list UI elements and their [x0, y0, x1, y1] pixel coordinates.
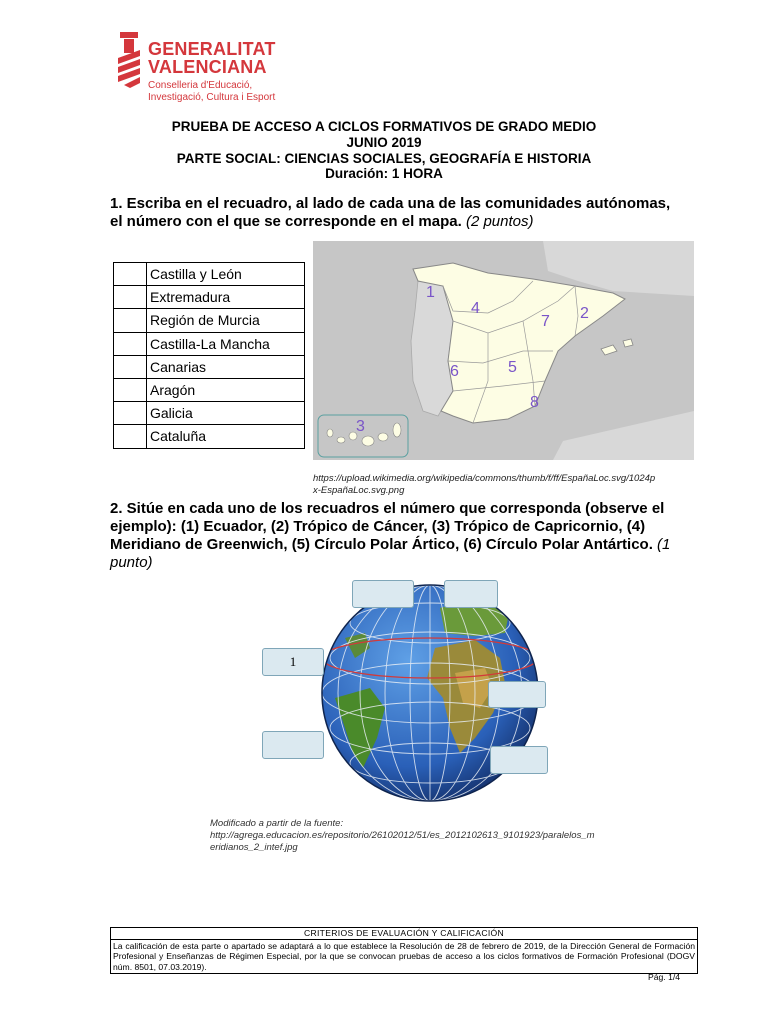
community-row: [114, 378, 305, 401]
map-number-label: 7: [541, 313, 550, 330]
answer-box[interactable]: [114, 355, 147, 378]
map-number-label: 2: [580, 305, 589, 322]
community-name: Castilla y León: [147, 263, 305, 286]
logo-emblem-icon: [118, 30, 140, 88]
map-number-label: 1: [426, 284, 435, 301]
answer-box-right-middle[interactable]: [488, 681, 546, 708]
map-number-label: 6: [450, 363, 459, 380]
answer-box[interactable]: [114, 402, 147, 425]
answer-box-top-right[interactable]: [444, 580, 498, 608]
criteria-body: La calificación de esta parte o apartado se adaptará a lo que establece la Resolución de 28 de febrero de 2019, de la Dirección General de Formación Profesional y Enseñanzas de Régimen Especial, por la que se convocan pruebas de acceso a los ciclos formativos de Formación Profesional (DOGV núm. 8501, 07.03.2019).: [113, 940, 695, 972]
community-name: Canarias: [147, 355, 305, 378]
logo-org-name: GENERALITAT VALENCIANA: [148, 39, 276, 77]
map-number-label: 8: [530, 394, 539, 411]
community-row: [114, 263, 305, 286]
communities-table: [113, 262, 305, 449]
community-name: Cataluña: [147, 425, 305, 448]
question-1-text: 1. Escriba en el recuadro, al lado de cada una de las comunidades autónomas, el número con el que se corresponde en el mapa. (2 puntos): [110, 195, 671, 230]
answer-box[interactable]: [114, 332, 147, 355]
generalitat-logo: [118, 30, 298, 130]
community-row: [114, 332, 305, 355]
map-number-label: 4: [471, 300, 480, 317]
answer-box[interactable]: [114, 378, 147, 401]
logo-dept-name: Conselleria d'Educació, Investigació, Cultura i Esport: [148, 80, 276, 103]
community-row: [114, 355, 305, 378]
answer-box[interactable]: [114, 425, 147, 448]
community-name: Aragón: [147, 378, 305, 401]
map-source-caption: https://upload.wikimedia.org/wikipedia/commons/thumb/f/ff/EspañaLoc.svg/1024p x-EspañaLoc.svg.png: [313, 473, 656, 496]
exam-date: JUNIO 2019: [346, 135, 422, 150]
evaluation-criteria-box: [110, 927, 698, 974]
criteria-title: CRITERIOS DE EVALUACIÓN Y CALIFICACIÓN: [111, 928, 697, 940]
spain-map: [313, 241, 694, 460]
page-number: Pág. 1/4: [648, 972, 681, 982]
map-number-label: 5: [508, 359, 517, 376]
community-row: [114, 402, 305, 425]
community-name: Extremadura: [147, 286, 305, 309]
answer-box-top-left[interactable]: [352, 580, 414, 608]
community-row: [114, 286, 305, 309]
answer-box[interactable]: [114, 286, 147, 309]
question-2-text: 2. Sitúe en cada uno de los recuadros el número que corresponda (observe el ejemplo): (1) Ecuador, (2) Trópico de Cáncer, (3) Trópico de Capricornio, (4) Meridiano de Greenwich, (5) Círculo Polar Ártico, (6) Círculo Polar Antártico. (1 punto): [110, 500, 671, 571]
answer-box[interactable]: [114, 263, 147, 286]
community-name: Castilla-La Mancha: [147, 332, 305, 355]
exam-duration: Duración: 1 HORA: [325, 166, 443, 181]
exam-part: PARTE SOCIAL: CIENCIAS SOCIALES, GEOGRAFÍA E HISTORIA: [176, 151, 592, 166]
exam-title: PRUEBA DE ACCESO A CICLOS FORMATIVOS DE GRADO MEDIO: [171, 119, 597, 134]
answer-box-right-bottom[interactable]: [490, 746, 548, 774]
map-number-label: 3: [356, 418, 365, 435]
globe-source-caption: Modificado a partir de la fuente: http://agrega.educacion.es/repositorio/26102012/51/es_2012102613_9101923/paralelos_m eridianos_2_intef.jpg: [210, 818, 595, 853]
community-name: Galicia: [147, 402, 305, 425]
community-row: [114, 425, 305, 448]
answer-box-example[interactable]: 1: [262, 648, 324, 676]
community-row: [114, 309, 305, 332]
answer-box-left-bottom[interactable]: [262, 731, 324, 759]
community-name: Región de Murcia: [147, 309, 305, 332]
answer-box[interactable]: [114, 309, 147, 332]
